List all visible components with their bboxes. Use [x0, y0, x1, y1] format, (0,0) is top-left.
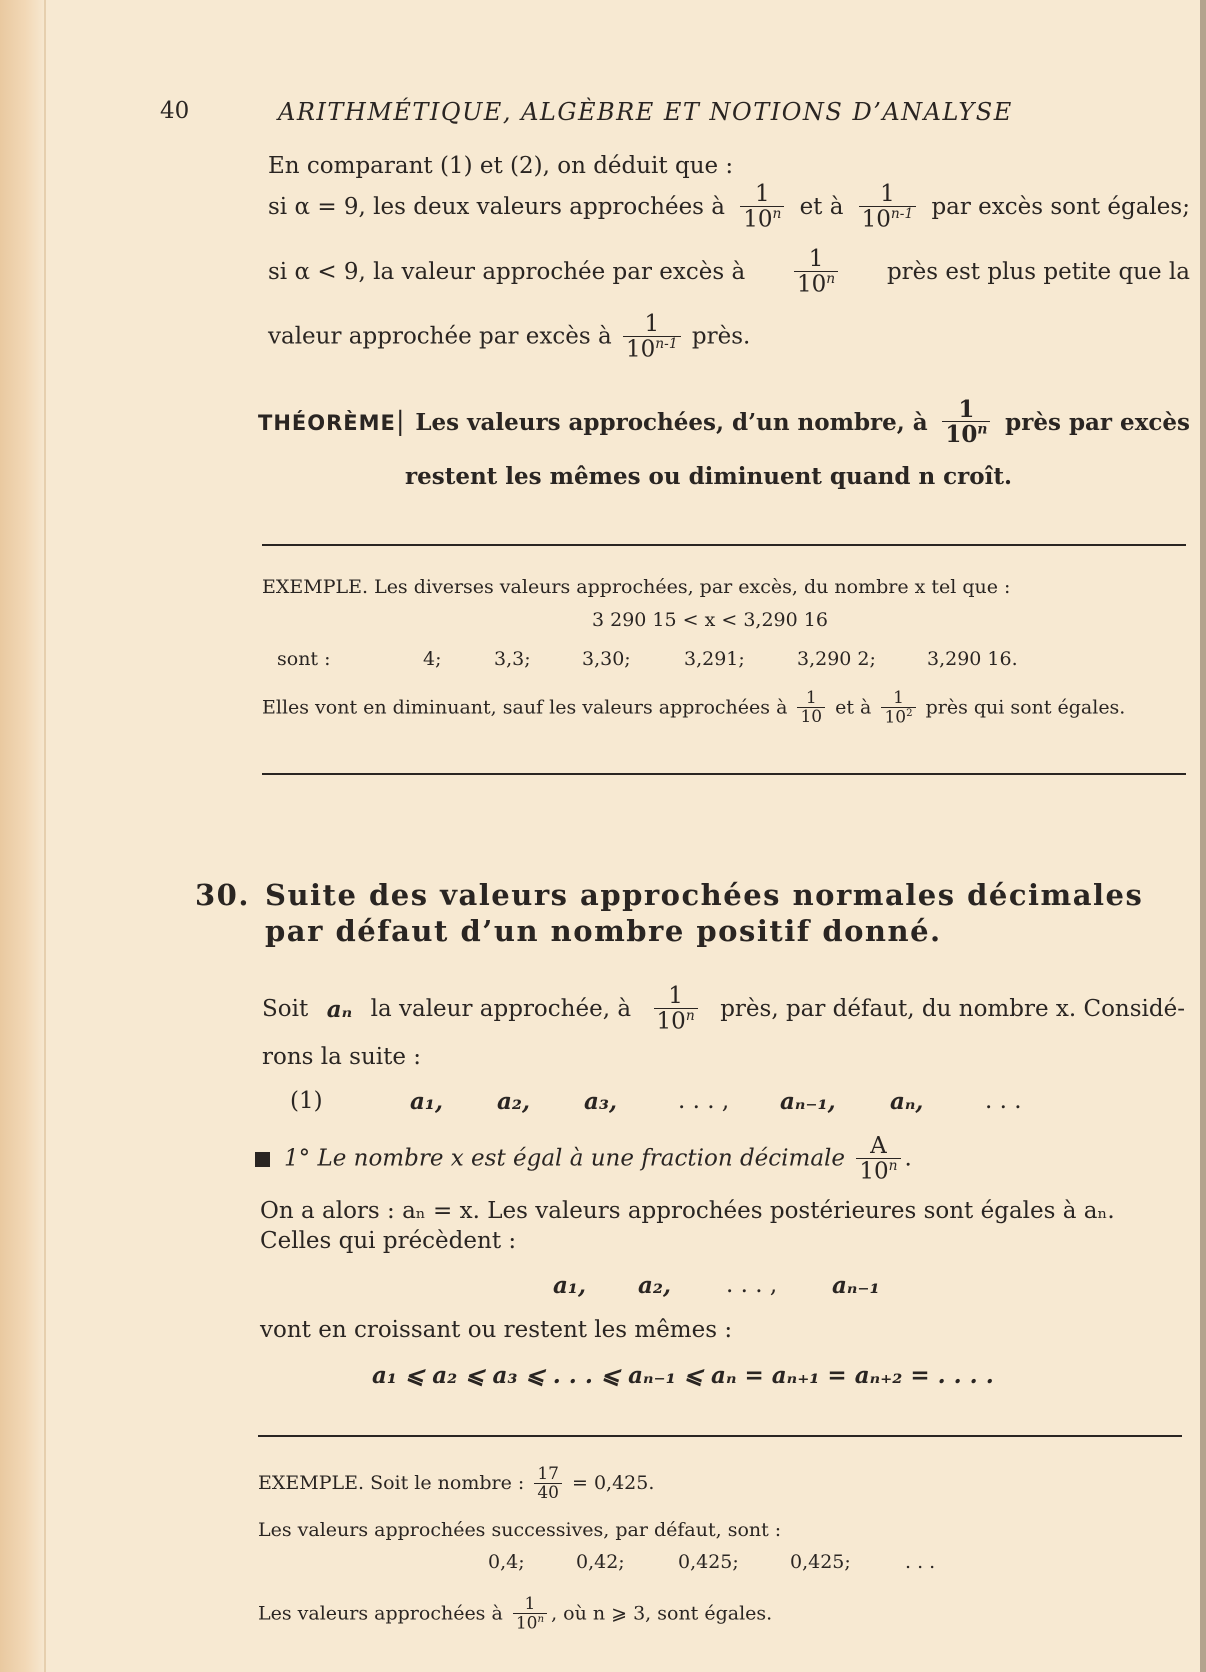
section-title-line1: Suite des valeurs approchées normales décimales	[265, 878, 1144, 912]
fraction-numerator: 17	[537, 1464, 559, 1484]
p1-line4	[268, 313, 750, 362]
fraction-numerator: A	[870, 1133, 887, 1159]
example2-line2: Les valeurs approchées successives, par défaut, sont :	[258, 1519, 782, 1541]
example1-value: 3,30;	[582, 648, 631, 670]
fraction-A-over-10n	[856, 1135, 900, 1184]
divider-rule	[262, 544, 1186, 546]
case1-line	[255, 1135, 912, 1184]
running-title: ARITHMÉTIQUE, ALGÈBRE ET NOTIONS D’ANALYSE	[278, 98, 1013, 126]
p1-line2-text-c: par excès sont égales;	[931, 194, 1190, 221]
p1-line4-text-a: valeur approchée par excès à	[268, 323, 612, 350]
s30-p1-text-a: Soit	[262, 996, 309, 1023]
p1-line4-text-b: près.	[691, 323, 751, 350]
example2-last-text-b: , où n ⩾ 3, sont égales.	[551, 1602, 773, 1625]
example1-value: 3,290 16.	[927, 648, 1018, 670]
fraction-denominator: 10$^n$	[740, 206, 784, 232]
case1-period: .	[904, 1145, 912, 1172]
fraction-numerator: 1	[893, 688, 904, 708]
p1-line3-text-a: si α < 9, la valeur approchée par excès à	[268, 259, 746, 286]
sequence-label: (1)	[290, 1088, 323, 1114]
example1-value: 3,291;	[684, 648, 745, 670]
s30-p2-line1: On a alors : aₙ = x. Les valeurs approchées postérieures sont égales à aₙ.	[260, 1198, 1115, 1224]
fraction-17-over-40	[534, 1466, 562, 1502]
fraction-denominator: 10$^n$	[856, 1158, 900, 1184]
example2-last	[258, 1596, 772, 1633]
p1-line3-text-b: près est plus petite que la	[886, 259, 1190, 286]
example1-inequality: 3 290 15 < x < 3,290 16	[592, 609, 828, 631]
p1-line2-text-b: et à	[799, 194, 844, 221]
sequence-term: a₁,	[410, 1088, 443, 1115]
theorem-line2: restent les mêmes ou diminuent quand n croît.	[405, 463, 1013, 490]
s30-p3: vont en croissant ou restent les mêmes :	[260, 1317, 733, 1343]
fraction-numerator: 1	[808, 246, 824, 272]
fraction-denominator: 10$^{n-1}$	[623, 336, 681, 362]
section-title-line2: par défaut d’un nombre positif donné.	[265, 914, 942, 948]
sequence-term: a₂,	[497, 1088, 530, 1115]
fraction-1-over-10n-1	[859, 183, 917, 232]
divider-rule	[262, 773, 1186, 775]
bullet-square-icon	[255, 1152, 270, 1167]
fraction-denominator: 10	[797, 707, 825, 726]
fraction-numerator: 1	[524, 1594, 536, 1614]
example1-value: 4;	[423, 648, 442, 670]
example2-text-b: = 0,425.	[572, 1472, 655, 1494]
page-number: 40	[160, 98, 190, 124]
sequence2-term: aₙ₋₁	[832, 1272, 880, 1299]
fraction-denominator: 10$^n$	[513, 1613, 547, 1633]
s30-p1-line1	[262, 985, 1185, 1034]
sequence-term: aₙ₋₁,	[780, 1088, 836, 1115]
theorem-label: THÉORÈME	[258, 411, 396, 435]
right-edge-strip	[1200, 0, 1206, 1672]
fraction-numerator: 1	[754, 181, 770, 207]
sequence2-term: a₂,	[638, 1272, 671, 1299]
example1-last-text-c: près qui sont égales.	[925, 696, 1126, 719]
sequence-term: . . .	[985, 1088, 1022, 1114]
fraction-numerator: 1	[644, 311, 660, 337]
fraction-1-over-10	[797, 690, 825, 726]
example1-last-text-b: et à	[835, 696, 872, 719]
s30-p1-text-c: près, par défaut, du nombre x. Considé-	[720, 996, 1185, 1023]
fraction-numerator: 1	[668, 983, 683, 1009]
fraction-denominator: 40	[534, 1483, 562, 1502]
s30-p2-line2: Celles qui précèdent :	[260, 1228, 517, 1254]
example2-line1	[258, 1466, 654, 1502]
case1-text: 1° Le nombre x est égal à une fraction décimale	[284, 1145, 846, 1172]
sequence2-term: a₁,	[553, 1272, 586, 1299]
fraction-1-over-10-squared	[881, 690, 915, 727]
p1-line3	[268, 248, 1190, 297]
page-edge-shadow	[0, 0, 46, 1672]
example1-value: 3,290 2;	[797, 648, 876, 670]
fraction-denominator: 10$^{n-1}$	[859, 206, 917, 232]
example2-value: . . .	[905, 1551, 936, 1573]
example1-last-text-a: Elles vont en diminuant, sauf les valeurs approchées à	[262, 696, 788, 719]
example2-text-a: EXEMPLE. Soit le nombre :	[258, 1472, 525, 1494]
fraction-denominator: 10$^n$	[942, 421, 990, 446]
s30-p1-an: aₙ	[326, 995, 353, 1023]
theorem-label-group: THÉORÈME|	[258, 407, 405, 437]
example1-value: 3,3;	[494, 648, 531, 670]
theorem-text-a: Les valeurs approchées, d’un nombre, à	[415, 408, 928, 436]
fraction-denominator: 10$^n$	[654, 1008, 698, 1034]
example2-value: 0,425;	[678, 1551, 739, 1573]
p1-line2	[268, 183, 1190, 232]
example2-value: 0,425;	[790, 1551, 851, 1573]
fraction-1-over-10n	[942, 398, 990, 446]
example1-line1: EXEMPLE. Les diverses valeurs approchées, par excès, du nombre x tel que :	[262, 576, 1011, 598]
section-number: 30.	[195, 878, 250, 912]
p1-line1: En comparant (1) et (2), on déduit que :	[268, 153, 734, 179]
theorem-text-b: près par excès	[1005, 408, 1190, 436]
sequence-term: a₃,	[584, 1088, 617, 1115]
fraction-denominator: 10$^n$	[794, 271, 838, 297]
inequality-chain: a₁ ⩽ a₂ ⩽ a₃ ⩽ . . . ⩽ aₙ₋₁ ⩽ aₙ = aₙ₊₁ = aₙ₊₂ = . . . .	[372, 1362, 994, 1389]
fraction-1-over-10n	[654, 985, 698, 1034]
theorem-line1	[258, 398, 1190, 446]
example1-sont: sont :	[277, 648, 331, 670]
fraction-denominator: $10^2$	[881, 707, 915, 727]
divider-rule	[258, 1435, 1182, 1437]
sequence2-term: . . . ,	[726, 1272, 778, 1298]
example2-value: 0,42;	[576, 1551, 625, 1573]
s30-p1-line2: rons la suite :	[262, 1044, 422, 1070]
fraction-numerator: 1	[958, 396, 975, 423]
fraction-1-over-10n-1	[623, 313, 681, 362]
s30-p1-text-b: la valeur approchée, à	[370, 996, 632, 1023]
example1-last	[262, 690, 1125, 727]
fraction-1-over-10n	[513, 1596, 547, 1633]
sequence-term: . . . ,	[678, 1088, 730, 1114]
fraction-1-over-10n	[740, 183, 784, 232]
sequence-term: aₙ,	[890, 1088, 924, 1115]
page-edge-line	[44, 0, 46, 1672]
example2-value: 0,4;	[488, 1551, 525, 1573]
fraction-numerator: 1	[880, 181, 895, 207]
p1-line2-text-a: si α = 9, les deux valeurs approchées à	[268, 194, 726, 221]
example2-last-text-a: Les valeurs approchées à	[258, 1602, 503, 1625]
fraction-1-over-10n	[794, 248, 838, 297]
fraction-numerator: 1	[805, 688, 817, 709]
